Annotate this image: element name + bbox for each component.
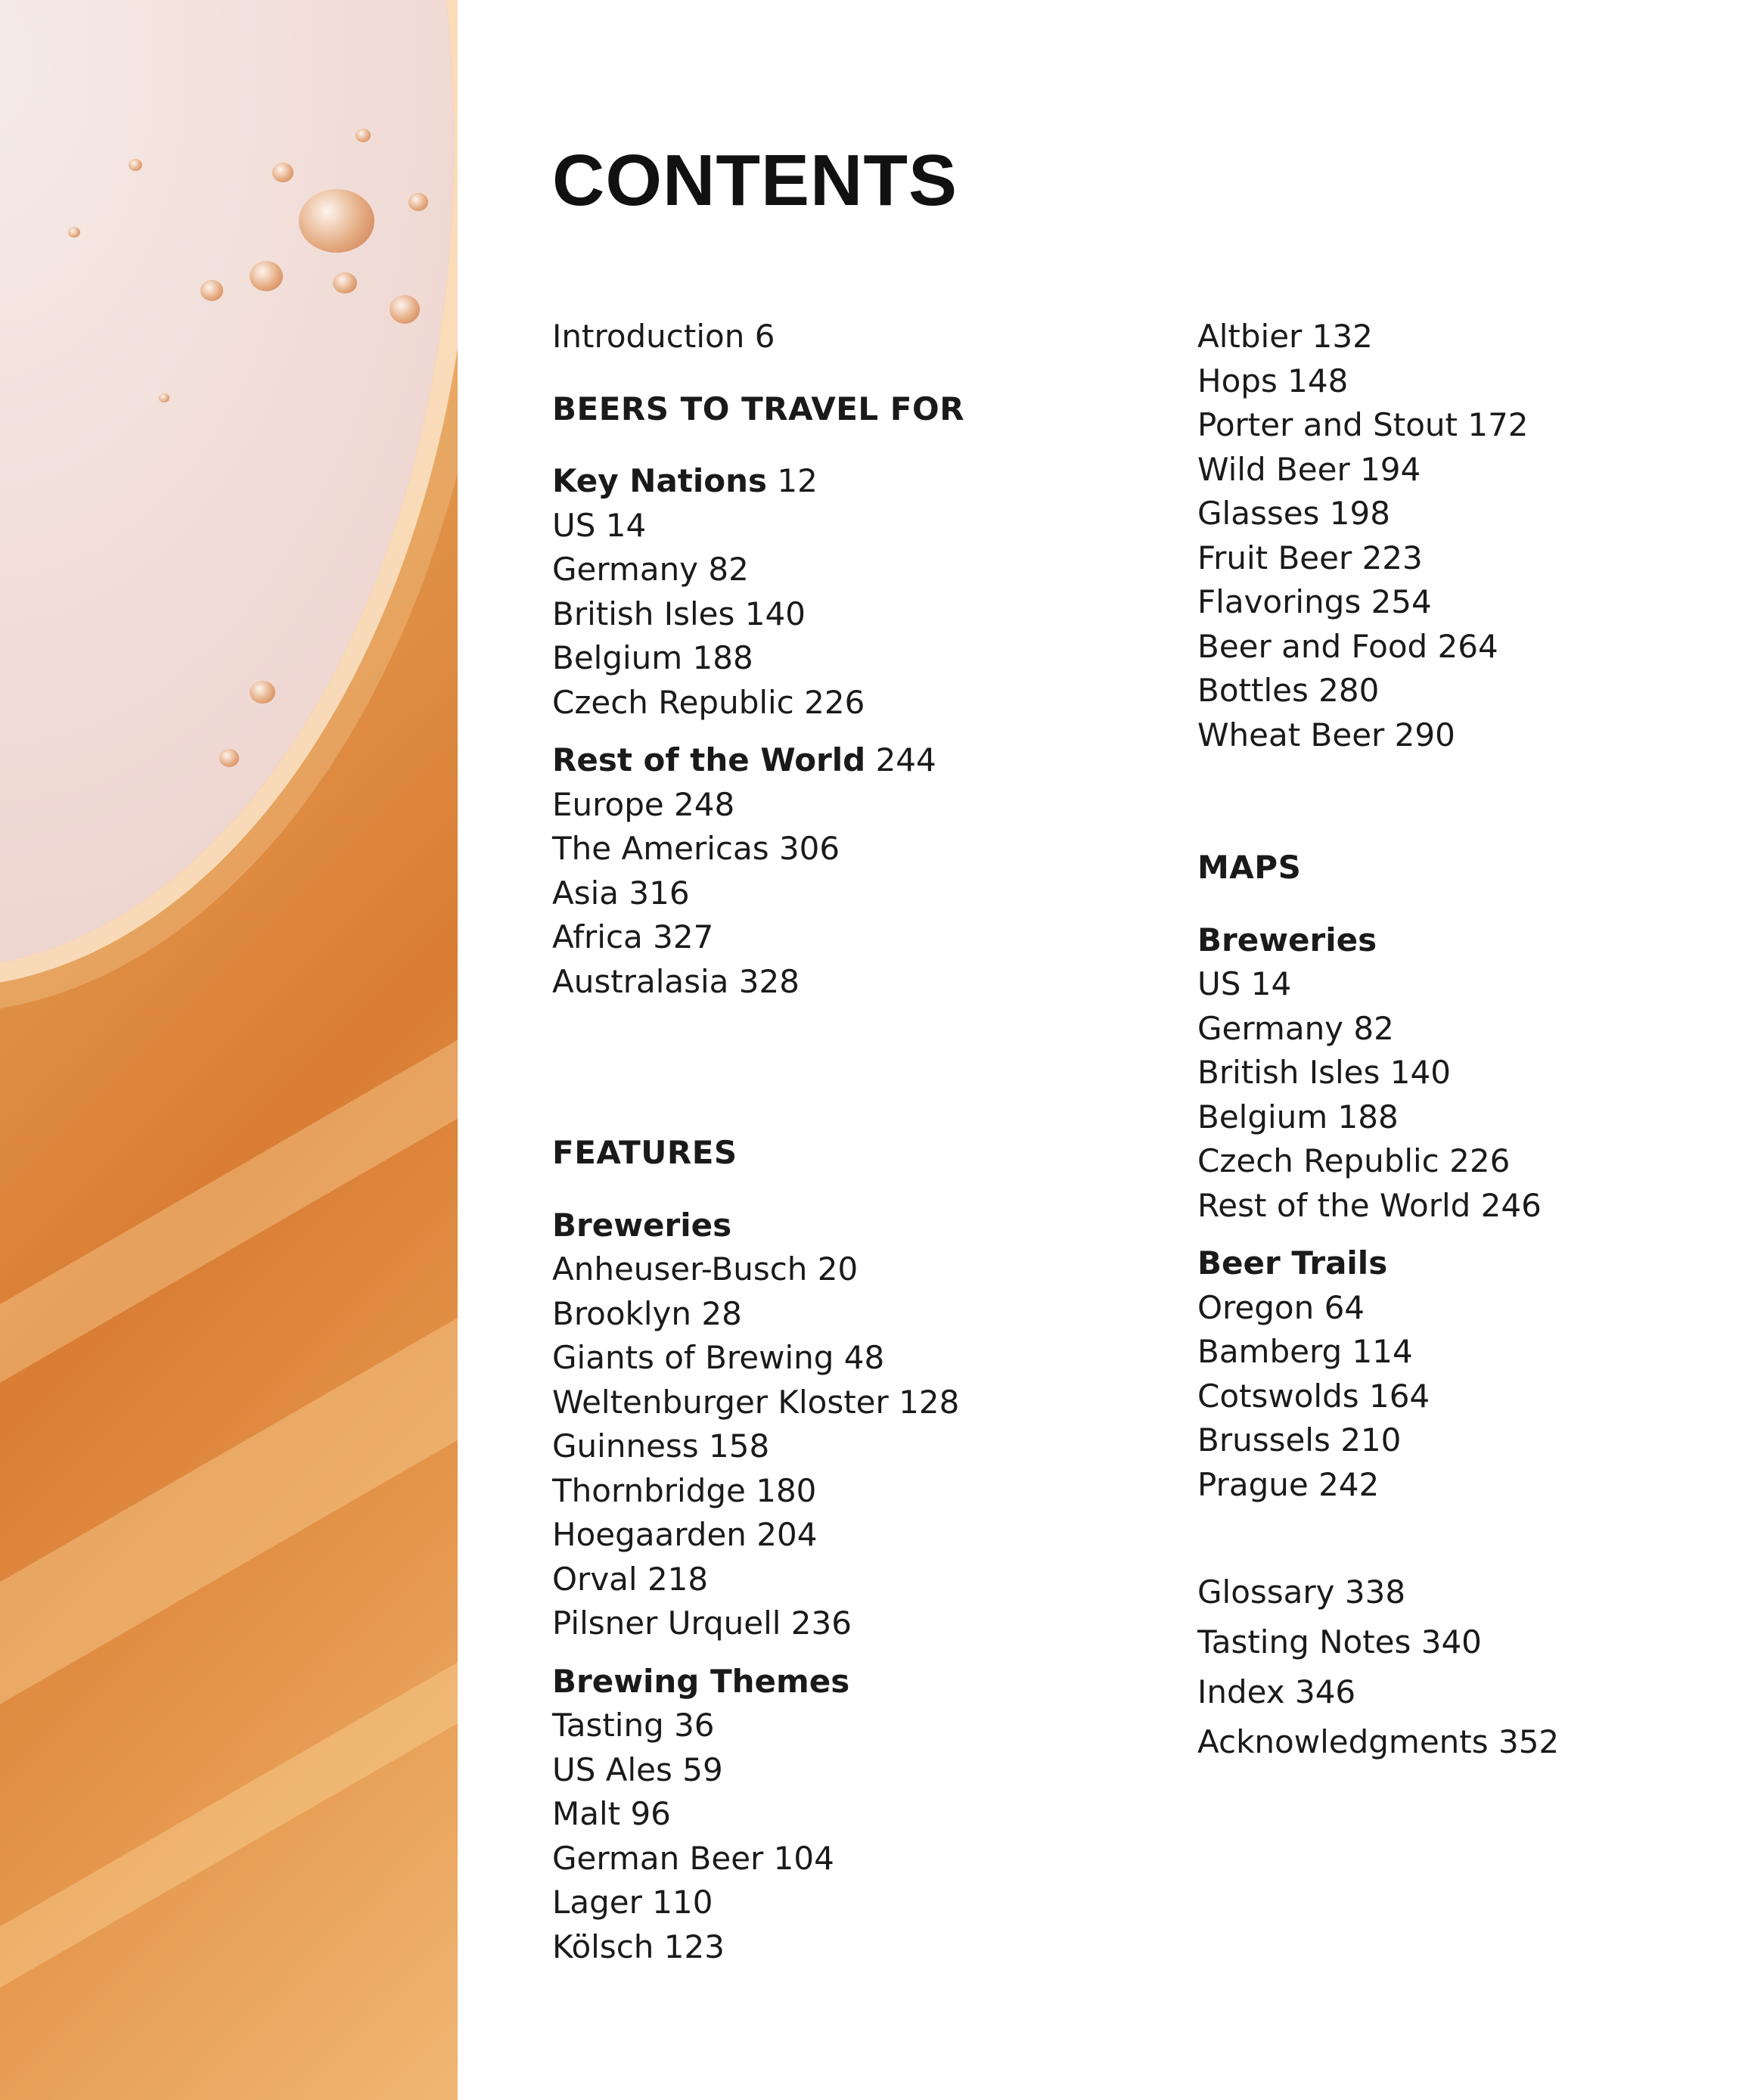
beer-photo <box>0 0 458 2100</box>
toc-entry[interactable]: Glossary 338 <box>1197 1573 1406 1611</box>
toc-entry[interactable]: Introduction 6 <box>552 318 775 355</box>
subsection-heading: Beer Trails <box>1197 1244 1388 1281</box>
subsection-heading: Breweries <box>552 1206 732 1244</box>
toc-entry[interactable]: US 14 <box>1197 965 1292 1002</box>
toc-entry[interactable]: Asia 316 <box>552 874 690 912</box>
toc-entry[interactable]: Bamberg 114 <box>1197 1333 1413 1370</box>
toc-entry[interactable]: Bottles 280 <box>1197 672 1380 709</box>
toc-entry[interactable]: The Americas 306 <box>552 830 840 867</box>
toc-entry[interactable]: Brooklyn 28 <box>552 1294 742 1332</box>
toc-entry[interactable]: Oregon 64 <box>1197 1288 1365 1326</box>
toc-entry[interactable]: Pilsner Urquell 236 <box>552 1605 852 1642</box>
toc-entry[interactable]: Europe 248 <box>552 785 735 823</box>
beer-foam <box>0 0 454 968</box>
toc-entry[interactable]: Czech Republic 226 <box>552 683 865 721</box>
subsection-heading: Brewing Themes <box>552 1662 850 1700</box>
toc-entry[interactable]: Altbier 132 <box>1197 318 1373 355</box>
toc-entry[interactable]: Kölsch 123 <box>552 1928 725 1965</box>
toc-entry[interactable]: German Beer 104 <box>552 1839 834 1877</box>
section-heading: BEERS TO TRAVEL FOR <box>552 390 965 427</box>
toc-entry[interactable]: US 14 <box>552 506 647 544</box>
toc-entry[interactable]: Germany 82 <box>1197 1009 1394 1047</box>
toc-entry[interactable]: Index 346 <box>1197 1673 1356 1710</box>
toc-entry[interactable]: Prague 242 <box>1197 1465 1380 1503</box>
toc-entry[interactable]: Giants of Brewing 48 <box>552 1339 885 1376</box>
page-title: CONTENTS <box>552 140 958 221</box>
subsection-heading[interactable]: Rest of the World 244 <box>552 741 936 778</box>
toc-entry[interactable]: Wild Beer 194 <box>1197 450 1421 488</box>
toc-entry[interactable]: Africa 327 <box>552 918 714 955</box>
toc-entry[interactable]: British Isles 140 <box>552 595 806 632</box>
toc-entry[interactable]: Orval 218 <box>552 1560 709 1598</box>
toc-entry[interactable]: Czech Republic 226 <box>1197 1142 1511 1179</box>
toc-entry[interactable]: British Isles 140 <box>1197 1054 1451 1091</box>
contents-left-column <box>552 315 1127 1969</box>
section-heading: MAPS <box>1197 849 1302 886</box>
toc-entry[interactable]: US Ales 59 <box>552 1751 723 1788</box>
toc-entry[interactable]: Brussels 210 <box>1197 1421 1402 1459</box>
toc-entry[interactable]: Thornbridge 180 <box>552 1471 817 1509</box>
toc-entry[interactable]: Glasses 198 <box>1197 495 1390 532</box>
contents-right-column <box>1197 315 1727 1767</box>
toc-entry[interactable]: Beer and Food 264 <box>1197 627 1498 665</box>
toc-entry[interactable]: Belgium 188 <box>552 639 753 676</box>
toc-entry[interactable]: Cotswolds 164 <box>1197 1377 1430 1415</box>
subsection-heading[interactable]: Key Nations 12 <box>552 462 818 499</box>
toc-entry[interactable]: Germany 82 <box>552 551 749 588</box>
toc-entry[interactable]: Porter and Stout 172 <box>1197 406 1529 443</box>
toc-entry[interactable]: Australasia 328 <box>552 962 800 1000</box>
toc-entry[interactable]: Weltenburger Kloster 128 <box>552 1383 960 1421</box>
toc-entry[interactable]: Hoegaarden 204 <box>552 1516 818 1553</box>
toc-entry[interactable]: Lager 110 <box>552 1884 713 1921</box>
toc-entry[interactable]: Belgium 188 <box>1197 1098 1399 1135</box>
toc-entry[interactable]: Acknowledgments 352 <box>1197 1723 1560 1760</box>
toc-entry[interactable]: Malt 96 <box>552 1795 671 1832</box>
section-heading: FEATURES <box>552 1134 737 1171</box>
toc-entry[interactable]: Tasting Notes 340 <box>1197 1623 1482 1660</box>
toc-entry[interactable]: Wheat Beer 290 <box>1197 716 1455 753</box>
subsection-heading: Breweries <box>1197 921 1377 958</box>
toc-entry[interactable]: Flavorings 254 <box>1197 583 1432 620</box>
toc-entry[interactable]: Fruit Beer 223 <box>1197 539 1423 576</box>
toc-entry[interactable]: Anheuser-Busch 20 <box>552 1250 859 1288</box>
toc-entry[interactable]: Tasting 36 <box>552 1707 715 1744</box>
toc-entry[interactable]: Guinness 158 <box>552 1427 770 1465</box>
toc-entry[interactable]: Hops 148 <box>1197 362 1349 399</box>
toc-entry[interactable]: Rest of the World 246 <box>1197 1186 1542 1224</box>
